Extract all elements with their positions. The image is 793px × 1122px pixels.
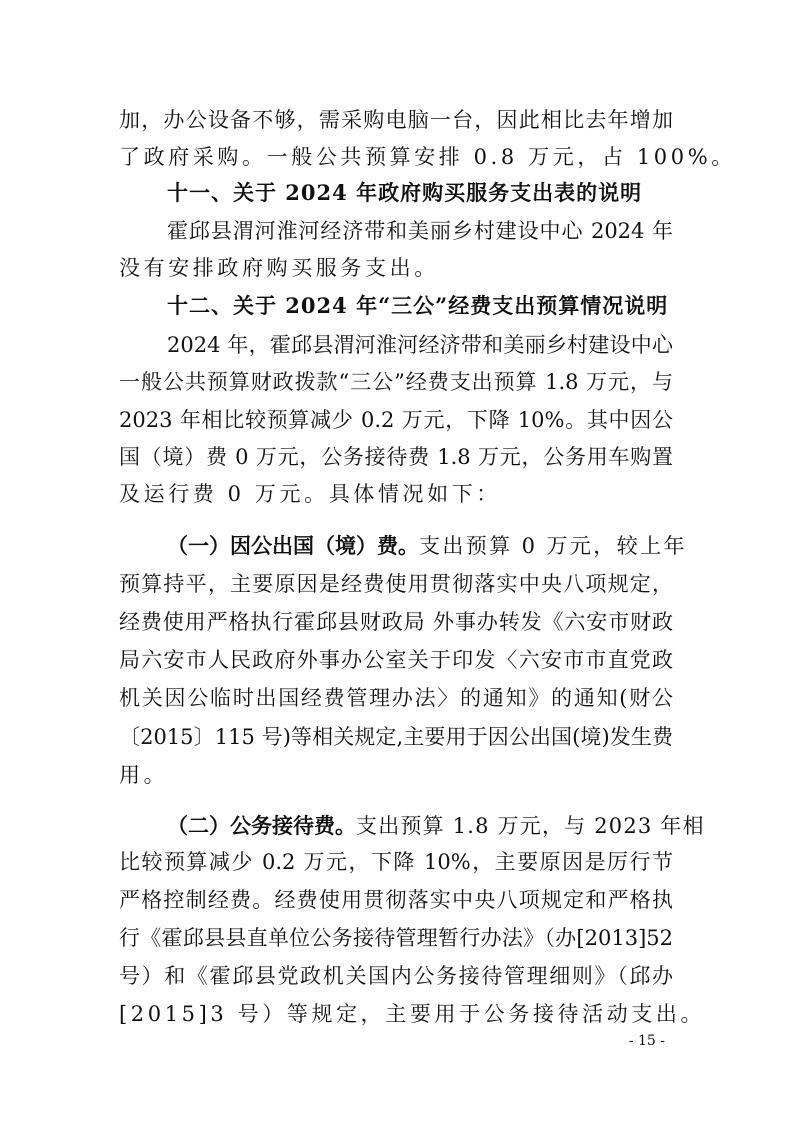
body-line: 机关因公临时出国经费管理办法〉的通知》的通知(财公 bbox=[119, 686, 673, 710]
body-line: 〔2015〕115 号)等相关规定,主要用于因公出国(境)发生费 bbox=[119, 725, 673, 749]
body-line: 一般公共预算财政拨款“三公”经费支出预算 1.8 万元，与 bbox=[119, 370, 673, 394]
body-text: 支出预算 1.8 万元，与 2023 年相 bbox=[356, 814, 705, 838]
body-line: [2015]3 号）等规定，主要用于公务接待活动支出。 bbox=[119, 1002, 706, 1026]
body-line: 2023 年相比较预算减少 0.2 万元，下降 10%。其中因公 bbox=[119, 408, 673, 432]
subsection-1-line bbox=[167, 533, 687, 559]
body-line: 2024 年，霍邱县渭河淮河经济带和美丽乡村建设中心 bbox=[167, 333, 673, 357]
subsection-2-line bbox=[167, 813, 705, 839]
body-line: 号）和《霍邱县党政机关国内公务接待管理细则》（邱办 bbox=[119, 964, 673, 988]
body-line: 严格控制经费。经费使用贯彻落实中央八项规定和严格执 bbox=[119, 888, 673, 912]
body-line: 及运行费 0 万元。具体情况如下： bbox=[119, 482, 501, 506]
body-line: 行《霍邱县县直单位公务接待管理暂行办法》（办[2013]52 bbox=[119, 926, 673, 950]
subsection-2-title: （二）公务接待费。 bbox=[167, 813, 356, 838]
body-line: 加，办公设备不够，需采购电脑一台，因此相比去年增加 bbox=[119, 108, 673, 132]
body-line: 用。 bbox=[119, 763, 169, 787]
body-line: 局六安市人民政府外事办公室关于印发〈六安市市直党政 bbox=[119, 648, 673, 672]
subsection-1-title: （一）因公出国（境）费。 bbox=[167, 533, 419, 558]
body-line: 了政府采购。一般公共预算安排 0.8 万元，占 100%。 bbox=[119, 145, 736, 169]
page-number: - 15 - bbox=[628, 1033, 665, 1049]
body-line: 国（境）费 0 万元，公务接待费 1.8 万元，公务用车购置 bbox=[119, 445, 673, 469]
body-line: 比较预算减少 0.2 万元，下降 10%，主要原因是厉行节 bbox=[119, 850, 673, 874]
body-text: 支出预算 0 万元，较上年 bbox=[419, 534, 687, 558]
body-line: 霍邱县渭河淮河经济带和美丽乡村建设中心 2024 年 bbox=[167, 219, 673, 243]
body-line: 没有安排政府购买服务支出。 bbox=[119, 256, 439, 280]
body-line: 预算持平，主要原因是经费使用贯彻落实中央八项规定， bbox=[119, 572, 673, 596]
section-heading-12: 十二、关于 2024 年“三公”经费支出预算情况说明 bbox=[167, 293, 669, 318]
section-heading-11: 十一、关于 2024 年政府购买服务支出表的说明 bbox=[167, 180, 643, 205]
body-line: 经费使用严格执行霍邱县财政局 外事办转发《六安市财政 bbox=[119, 610, 673, 634]
